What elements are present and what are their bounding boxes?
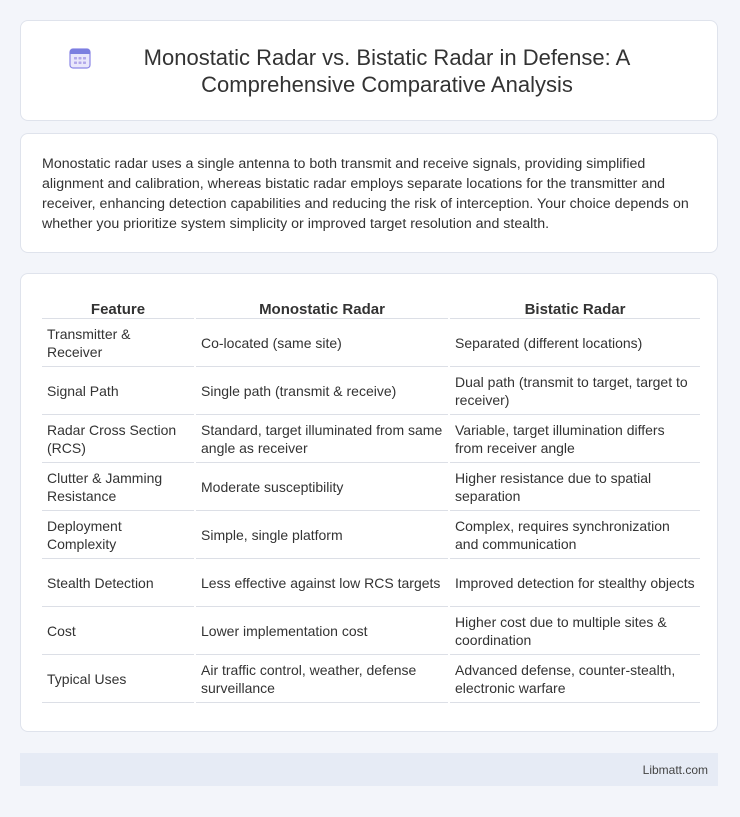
header-feature: Feature	[42, 294, 194, 319]
table-row	[42, 367, 700, 415]
feature-cell: Stealth Detection	[42, 559, 194, 607]
calendar-icon	[69, 47, 91, 69]
header-bistatic: Bistatic Radar	[450, 294, 700, 319]
table-row	[42, 655, 700, 703]
feature-cell: Deployment Complexity	[42, 511, 194, 559]
footer	[20, 753, 718, 786]
monostatic-cell: Air traffic control, weather, defense surveillance	[196, 655, 448, 703]
monostatic-cell: Moderate susceptibility	[196, 463, 448, 511]
comparison-table-card	[20, 273, 718, 732]
monostatic-cell: Co-located (same site)	[196, 319, 448, 367]
table-row	[42, 319, 700, 367]
monostatic-cell: Single path (transmit & receive)	[196, 367, 448, 415]
monostatic-cell: Standard, target illuminated from same angle as receiver	[196, 415, 448, 463]
feature-cell: Transmitter & Receiver	[42, 319, 194, 367]
title-wrap	[69, 44, 669, 98]
bistatic-cell: Complex, requires synchronization and communication	[450, 511, 700, 559]
summary-card	[20, 133, 718, 253]
summary-text: Monostatic radar uses a single antenna to both transmit and receive signals, providing simplified alignment and calibration, whereas bistatic radar employs separate locations for the transmitter and receiver, enhancing detection capabilities and reducing the risk of interception. Your choice depends on whether you prioritize system simplicity or improved target resolution and stealth.	[42, 156, 689, 232]
monostatic-cell: Less effective against low RCS targets	[196, 559, 448, 607]
table-row	[42, 559, 700, 607]
comparison-table	[40, 294, 702, 703]
feature-cell: Radar Cross Section (RCS)	[42, 415, 194, 463]
table-row	[42, 415, 700, 463]
table-header-row	[42, 294, 700, 319]
feature-cell: Clutter & Jamming Resistance	[42, 463, 194, 511]
bistatic-cell: Advanced defense, counter-stealth, electronic warfare	[450, 655, 700, 703]
header-card	[20, 20, 718, 121]
table-row	[42, 511, 700, 559]
header-monostatic: Monostatic Radar	[196, 294, 448, 319]
feature-cell: Cost	[42, 607, 194, 655]
monostatic-cell: Lower implementation cost	[196, 607, 448, 655]
bistatic-cell: Higher cost due to multiple sites & coordination	[450, 607, 700, 655]
table-row	[42, 463, 700, 511]
feature-cell: Typical Uses	[42, 655, 194, 703]
page-title: Monostatic Radar vs. Bistatic Radar in Defense: A Comprehensive Comparative Analysis	[143, 44, 631, 97]
bistatic-cell: Dual path (transmit to target, target to receiver)	[450, 367, 700, 415]
bistatic-cell: Higher resistance due to spatial separation	[450, 463, 700, 511]
bistatic-cell: Improved detection for stealthy objects	[450, 559, 700, 607]
bistatic-cell: Variable, target illumination differs from receiver angle	[450, 415, 700, 463]
bistatic-cell: Separated (different locations)	[450, 319, 700, 367]
footer-brand[interactable]: Libmatt.com	[642, 762, 708, 777]
feature-cell: Signal Path	[42, 367, 194, 415]
table-row	[42, 607, 700, 655]
monostatic-cell: Simple, single platform	[196, 511, 448, 559]
